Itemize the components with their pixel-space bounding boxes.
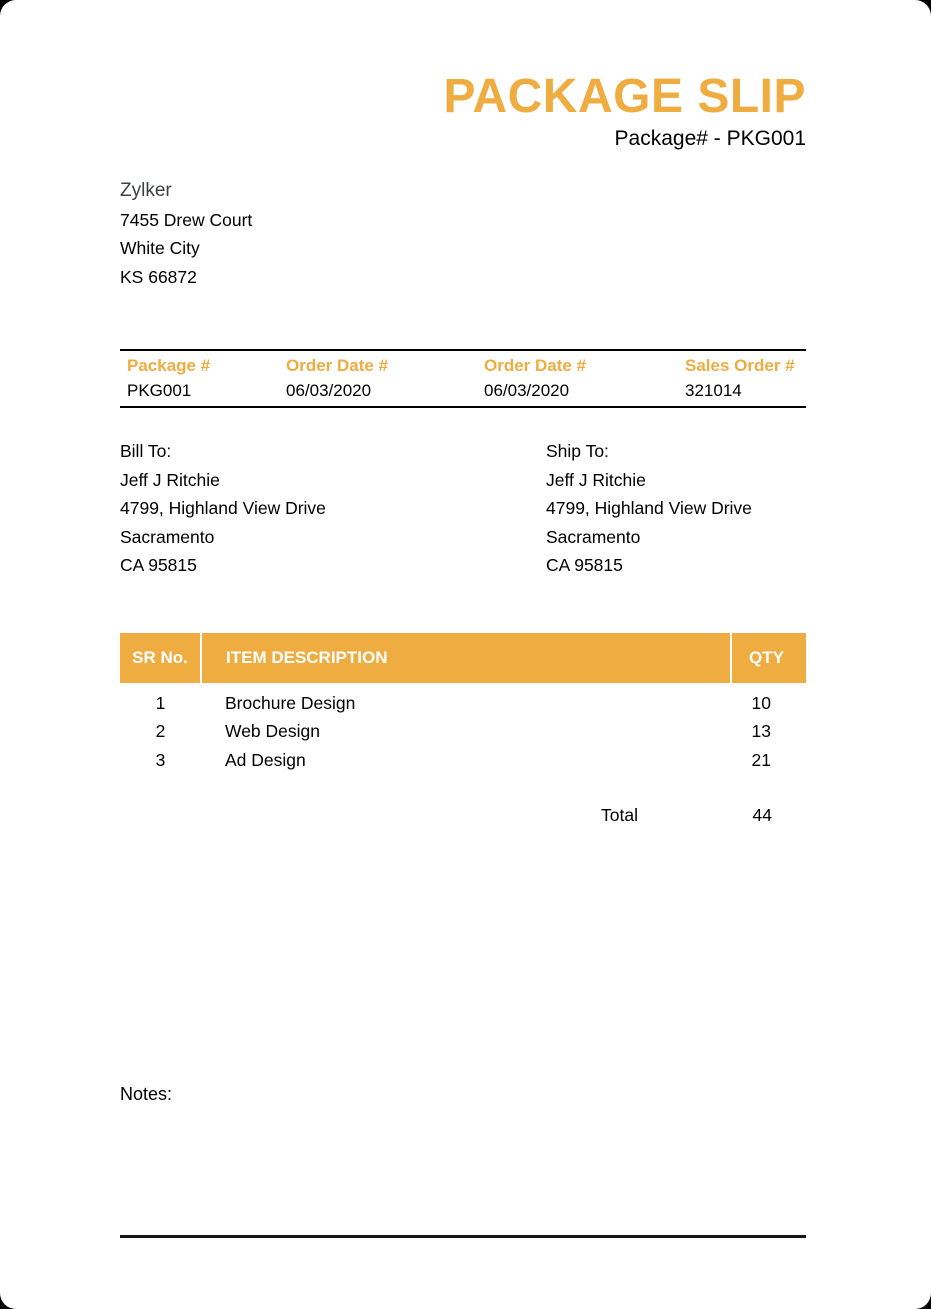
package-info-header: Package # <box>127 356 211 375</box>
organisation-name: Zylker <box>120 180 172 201</box>
bill-to-line: Sacramento <box>120 526 215 547</box>
ship-to-line: CA 95815 <box>546 555 623 575</box>
item-description: Brochure Design <box>225 692 356 713</box>
item-description: Web Design <box>225 721 321 742</box>
total-row <box>120 801 806 830</box>
ship-to-line: 4799, Highland View Drive <box>546 498 752 518</box>
bill-to-line: 4799, Highland View Drive <box>120 498 326 518</box>
package-number: Package# - PKG001 <box>614 127 806 150</box>
item-sr: 2 <box>155 721 166 742</box>
item-qty: 10 <box>751 692 771 713</box>
items-header-sr: SR No. <box>120 633 201 683</box>
spacer-row <box>120 774 806 801</box>
addresses-section <box>120 437 806 580</box>
item-sr: 3 <box>155 749 166 770</box>
organisation-address-line: KS 66872 <box>120 266 197 287</box>
footer-divider <box>120 1235 806 1238</box>
package-info-value: 321014 <box>685 381 742 400</box>
bill-to-line: Jeff J Ritchie <box>120 469 220 490</box>
package-info-header: Order Date # <box>286 356 389 375</box>
organisation-address-line: 7455 Drew Court <box>120 209 253 230</box>
organisation-block <box>120 177 806 291</box>
notes-label: Notes: <box>120 1083 173 1104</box>
items-header-description: ITEM DESCRIPTION <box>201 633 731 683</box>
package-info-header: Sales Order # <box>685 356 795 375</box>
items-header-row <box>120 633 806 683</box>
organisation-address-line: White City <box>120 238 200 258</box>
bill-to-label: Bill To: <box>120 441 172 461</box>
table-row <box>120 717 806 746</box>
ship-to-block <box>546 437 752 580</box>
item-qty: 13 <box>751 721 771 742</box>
ship-to-line: Jeff J Ritchie <box>546 469 646 490</box>
package-info-value: 06/03/2020 <box>484 381 570 400</box>
bill-to-block <box>120 437 546 580</box>
items-table <box>120 633 806 830</box>
item-description: Ad Design <box>225 749 306 770</box>
total-label: Total <box>601 805 638 826</box>
ship-to-label: Ship To: <box>546 441 609 461</box>
package-info-table <box>120 349 806 408</box>
total-value: 44 <box>752 805 772 826</box>
item-qty: 21 <box>751 749 771 770</box>
table-row <box>120 746 806 775</box>
document-title: PACKAGE SLIP <box>443 70 806 123</box>
package-info-value: 06/03/2020 <box>286 381 372 400</box>
items-header-qty: QTY <box>731 633 806 683</box>
package-info-value-row <box>120 379 806 407</box>
table-row <box>120 683 806 718</box>
ship-to-line: Sacramento <box>546 526 641 547</box>
item-sr: 1 <box>155 692 166 713</box>
bill-to-line: CA 95815 <box>120 555 197 575</box>
package-info-header-row <box>120 350 806 379</box>
document-header <box>120 70 806 152</box>
package-info-header: Order Date # <box>484 356 587 375</box>
package-info-value: PKG001 <box>127 381 192 400</box>
